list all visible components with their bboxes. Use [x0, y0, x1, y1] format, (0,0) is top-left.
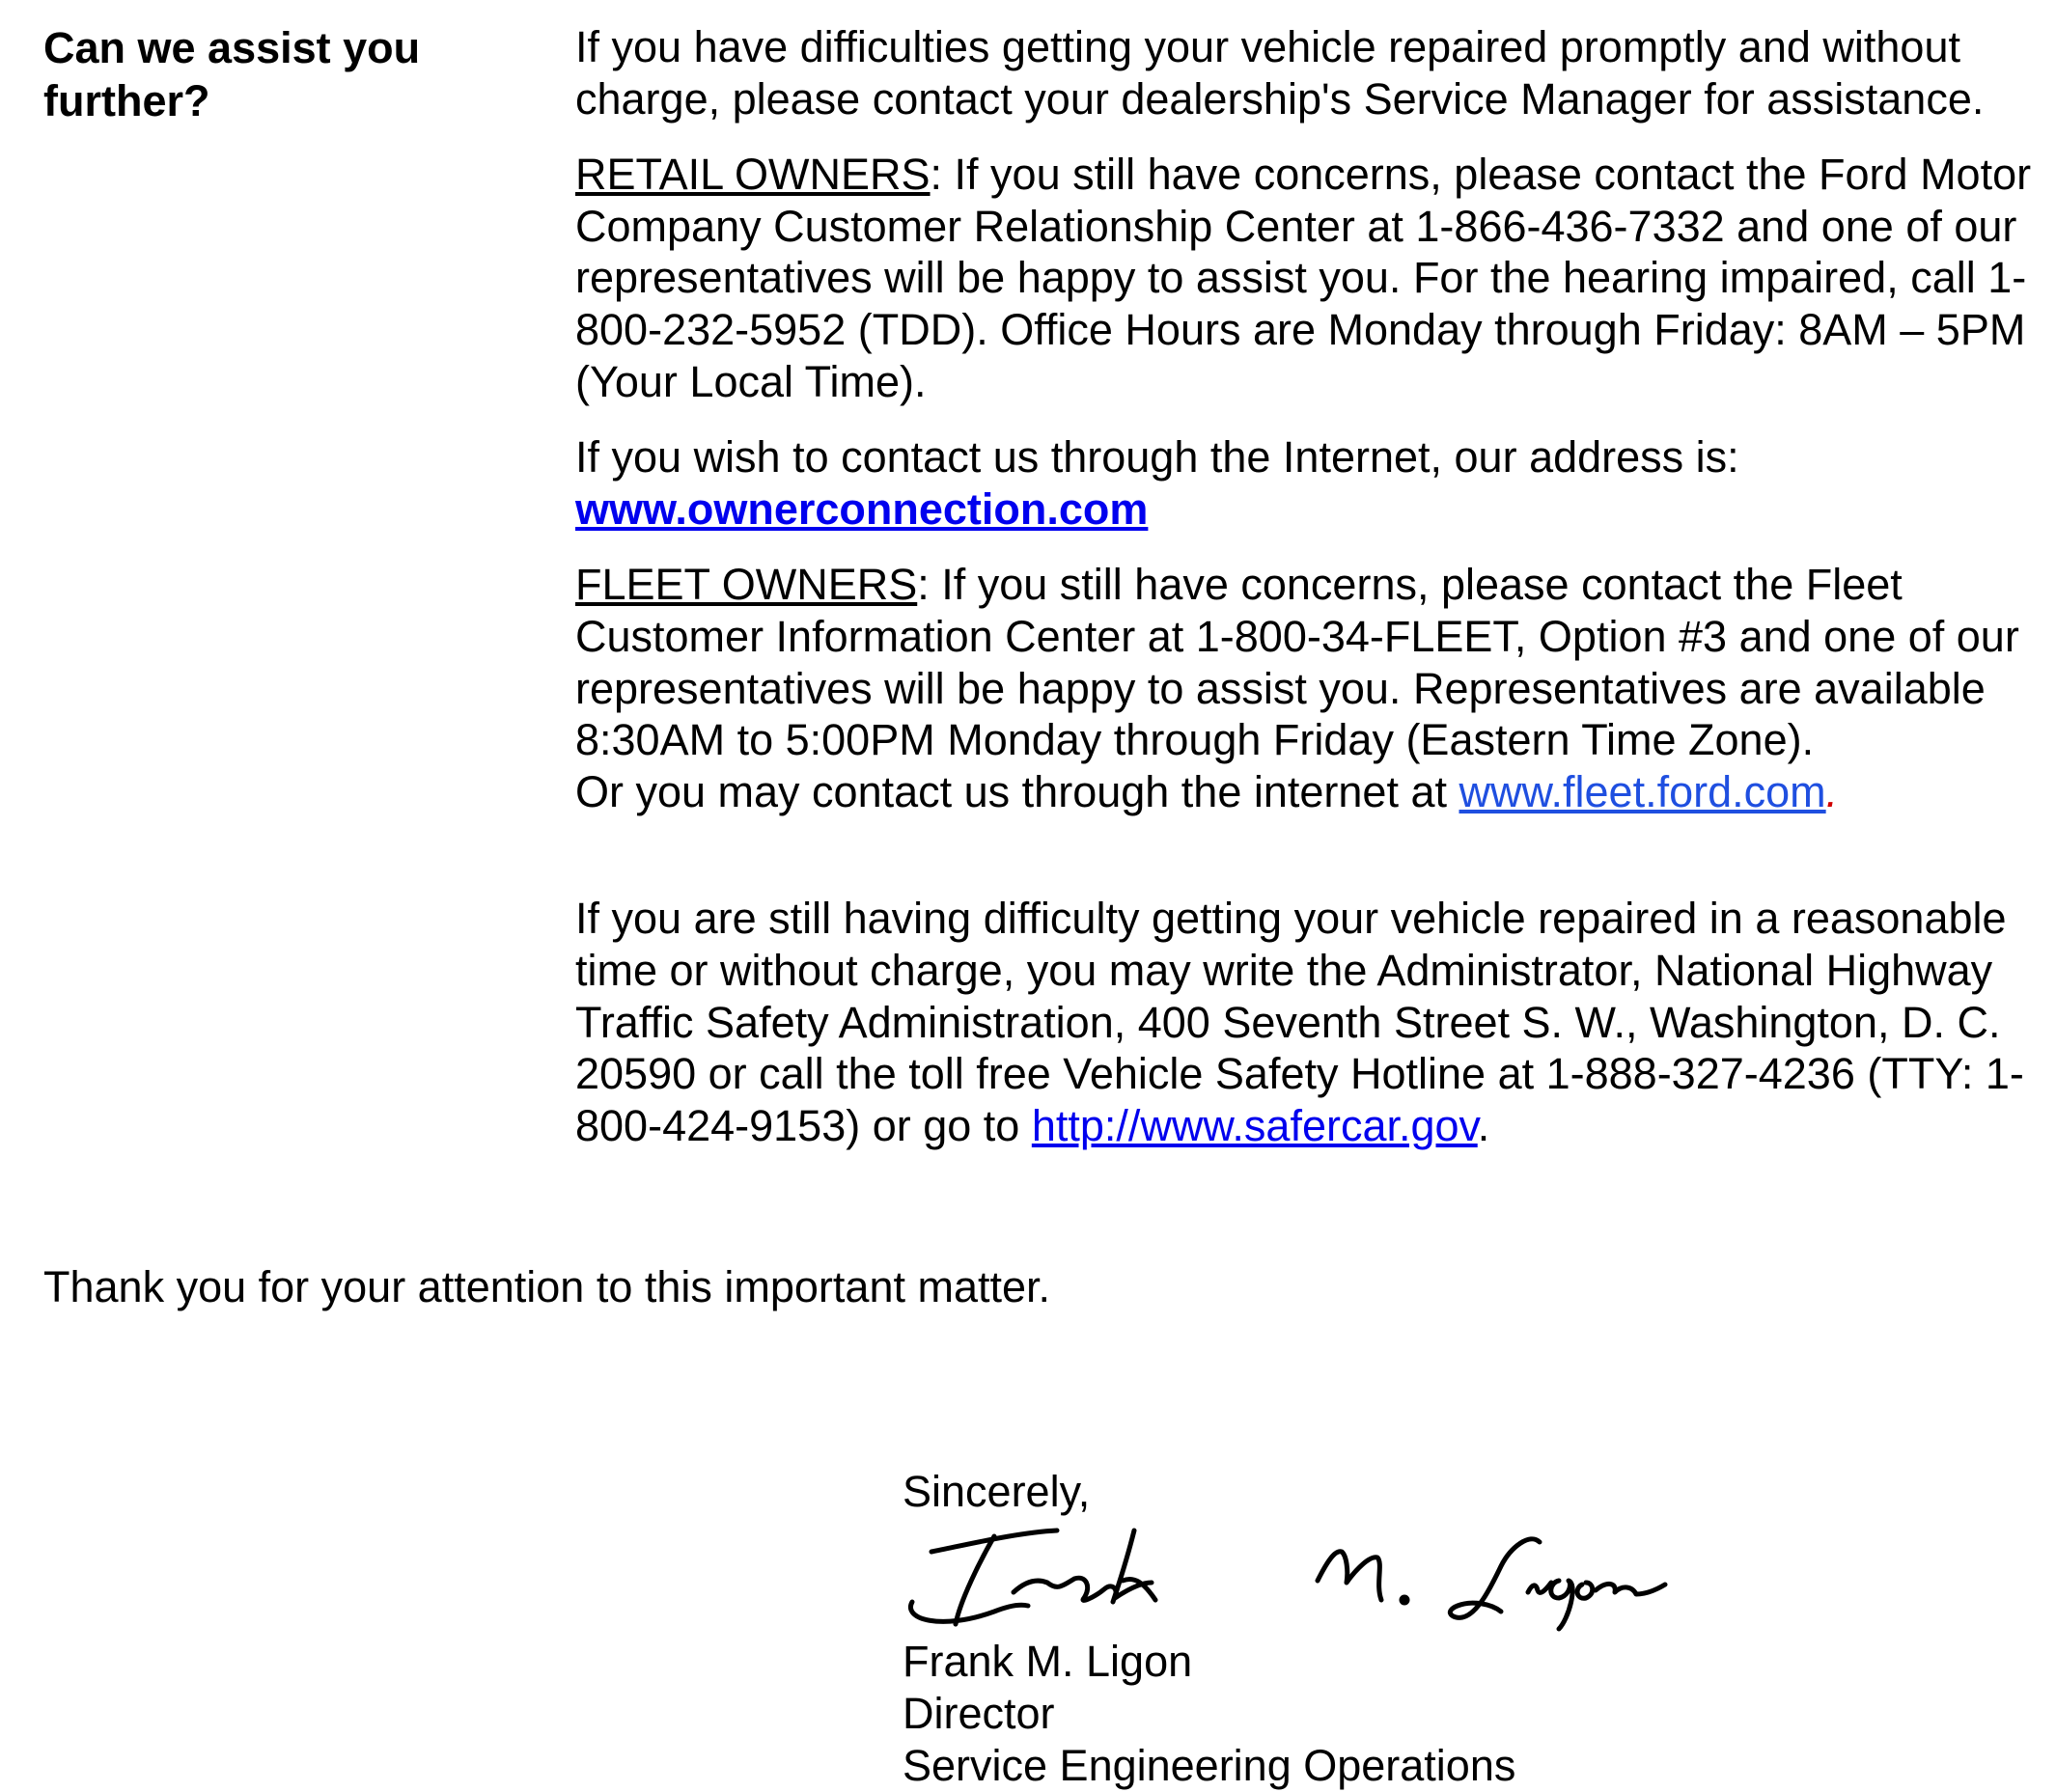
section-heading	[43, 21, 545, 127]
nhtsa-period: .	[1477, 1100, 1490, 1150]
retail-owners-text: : If you still have concerns, please contact the Ford Motor Company Customer Relationship Center at 1-866-436-7332 and one of our representatives will be happy to assist you. For the hearing impaired, call 1-800-232-5952 (TDD). Office Hours are Monday through Friday: 8AM – 5PM (Your Local Time).	[575, 150, 2032, 406]
signer-block	[903, 1636, 1515, 1792]
handwritten-signature	[903, 1523, 1733, 1639]
retail-owners-label: RETAIL OWNERS	[575, 150, 931, 200]
internet-text: If you wish to contact us through the Internet, our address is:	[575, 432, 1739, 482]
safercar-link[interactable]: http://www.safercar.gov	[1031, 1100, 1478, 1150]
internet-paragraph	[575, 431, 2042, 535]
dealership-paragraph: If you have difficulties getting your vehicle repaired promptly and without charge, please contact your dealership's Service Manager for assistance.	[575, 22, 1985, 124]
fleet-internet-text: Or you may contact us through the internet at	[575, 766, 1459, 816]
fleet-ford-link[interactable]: www.fleet.ford.com	[1459, 766, 1826, 816]
signer-department: Service Engineering Operations	[903, 1741, 1516, 1790]
salutation: Sincerely,	[903, 1467, 1091, 1516]
retail-owners-paragraph	[575, 149, 2042, 407]
signer-name: Frank M. Ligon	[903, 1637, 1193, 1686]
nhtsa-paragraph	[575, 893, 2042, 1151]
nhtsa-text: If you are still having difficulty getting your vehicle repaired in a reasonable time or without charge, you may write the Administrator, National Highway Traffic Safety Administration, 400 Seventh Street S. W., Washington, D. C. 20590 or call the toll free Vehicle Safety Hotline at 1-888-327-4236 (TTY: 1-800-424-9153) or go to	[575, 894, 2024, 1150]
fleet-owners-label: FLEET OWNERS	[575, 560, 918, 610]
fleet-period: .	[1825, 766, 1839, 816]
closing-line: Thank you for your attention to this important matter.	[43, 1262, 1051, 1311]
fleet-owners-text: : If you still have concerns, please contact the Fleet Customer Information Center at 1-800-34-FLEET, Option #3 and one of our representatives will be happy to assist you. Representatives are available 8:30AM to 5:00PM Monday through Friday (Eastern Time Zone).	[575, 560, 2019, 765]
main-content	[575, 21, 2042, 1151]
signer-title: Director	[903, 1689, 1055, 1738]
fleet-owners-paragraph	[575, 559, 2042, 817]
section-heading-line-2: further?	[43, 76, 210, 125]
ownerconnection-link[interactable]: www.ownerconnection.com	[575, 483, 1149, 534]
section-heading-line-1: Can we assist you	[43, 23, 421, 72]
